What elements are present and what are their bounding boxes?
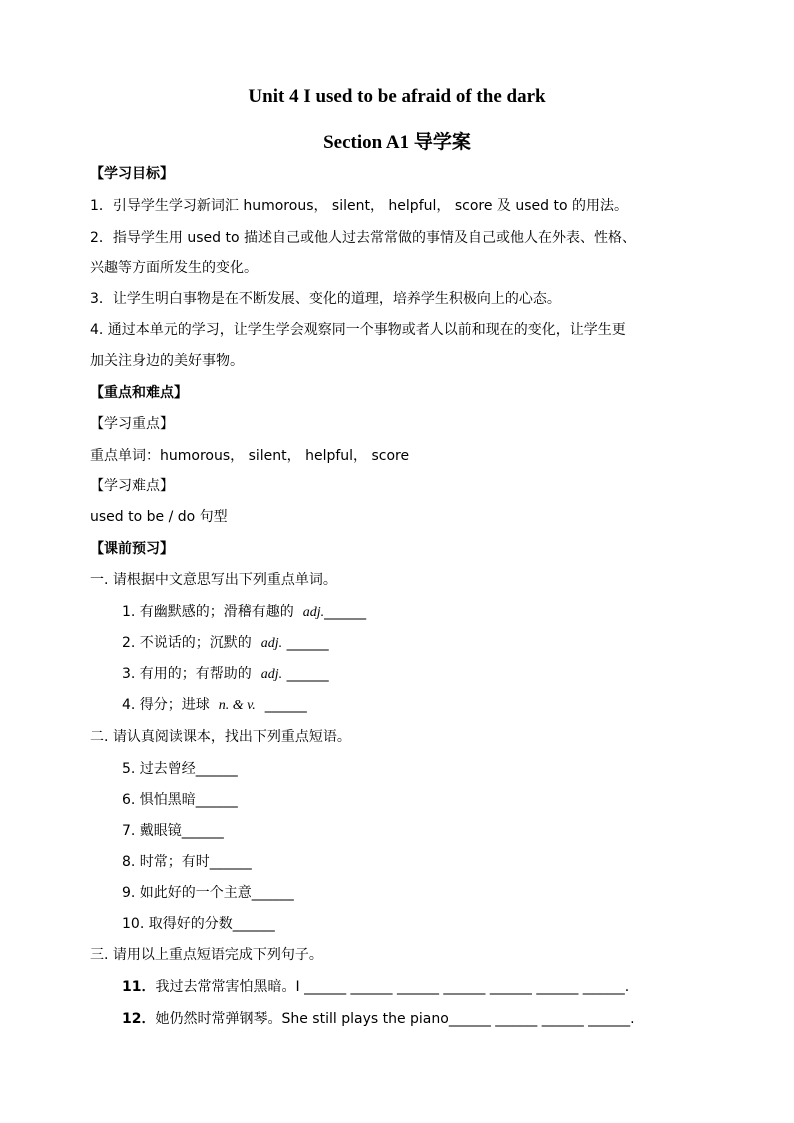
word-item: [122, 695, 307, 716]
objectives-heading: 【学习目标】: [90, 166, 174, 182]
phrase-item: 6. 惧怕黑暗______: [122, 792, 238, 808]
part1-heading: 一. 请根据中文意思写出下列重点单词。: [90, 572, 337, 588]
focus-text: 重点单词：humorous， silent， helpful， score: [90, 448, 410, 464]
word-item-pos: n. & v.: [218, 698, 256, 713]
part3-heading: 三. 请用以上重点短语完成下列句子。: [90, 947, 323, 963]
sentence-item: [122, 977, 629, 997]
word-item-text: 1. 有幽默感的；滑稽有趣的: [122, 604, 294, 620]
phrase-item: 10. 取得好的分数______: [122, 916, 275, 932]
difficulty-text: used to be / do 句型: [90, 509, 228, 525]
word-item-text: 3. 有用的；有帮助的: [122, 666, 252, 682]
sentence-item: [122, 1009, 635, 1029]
difficulty-heading: 【学习难点】: [90, 478, 174, 494]
objective-item: 1．引导学生学习新词汇 humorous， silent， helpful， score 及 used to 的用法。: [90, 198, 628, 214]
objective-item: 兴趣等方面所发生的变化。: [90, 260, 258, 276]
document-subtitle: Section A1 导学案: [323, 132, 471, 153]
phrase-item: 9. 如此好的一个主意______: [122, 885, 294, 901]
sentence-text: 我过去常常害怕黑暗。I ______ ______ ______ ______ ______ ______ ______.: [155, 979, 630, 995]
focus-heading: 【学习重点】: [90, 416, 174, 432]
phrase-item: 5. 过去曾经______: [122, 761, 238, 777]
word-item-pos: adj.: [260, 636, 283, 651]
word-item: [122, 664, 329, 685]
word-item-blank[interactable]: ______: [324, 604, 367, 620]
objective-item: 2．指导学生用 used to 描述自己或他人过去常常做的事情及自己或他人在外表、性格、: [90, 230, 636, 246]
word-item-pos: adj.: [302, 605, 325, 620]
word-item-blank[interactable]: ______: [286, 666, 329, 682]
sentence-number: 11．: [122, 979, 156, 995]
phrase-item: 8. 时常；有时______: [122, 854, 252, 870]
sentence-text: 她仍然时常弹钢琴。She still plays the piano______ ______ ______ ______.: [155, 1011, 635, 1027]
word-item-pos: adj.: [260, 667, 283, 682]
document-title: Unit 4 I used to be afraid of the dark: [248, 86, 546, 107]
preview-heading: 【课前预习】: [90, 541, 174, 557]
phrase-item: 7. 戴眼镜______: [122, 823, 224, 839]
objective-item: 3．让学生明白事物是在不断发展、变化的道理，培养学生积极向上的心态。: [90, 291, 561, 307]
keypoints-heading: 【重点和难点】: [90, 385, 188, 401]
sentence-number: 12．: [122, 1011, 156, 1027]
word-item-text: 2. 不说话的；沉默的: [122, 635, 252, 651]
word-item-text: 4. 得分；进球: [122, 697, 210, 713]
word-item-blank[interactable]: ______: [286, 635, 329, 651]
objective-item: 加关注身边的美好事物。: [90, 353, 244, 369]
word-item: [122, 602, 366, 623]
word-item-blank[interactable]: ______: [264, 697, 307, 713]
objective-item: 4. 通过本单元的学习，让学生学会观察同一个事物或者人以前和现在的变化，让学生更: [90, 322, 626, 338]
word-item: [122, 633, 329, 654]
part2-heading: 二. 请认真阅读课本，找出下列重点短语。: [90, 729, 351, 745]
